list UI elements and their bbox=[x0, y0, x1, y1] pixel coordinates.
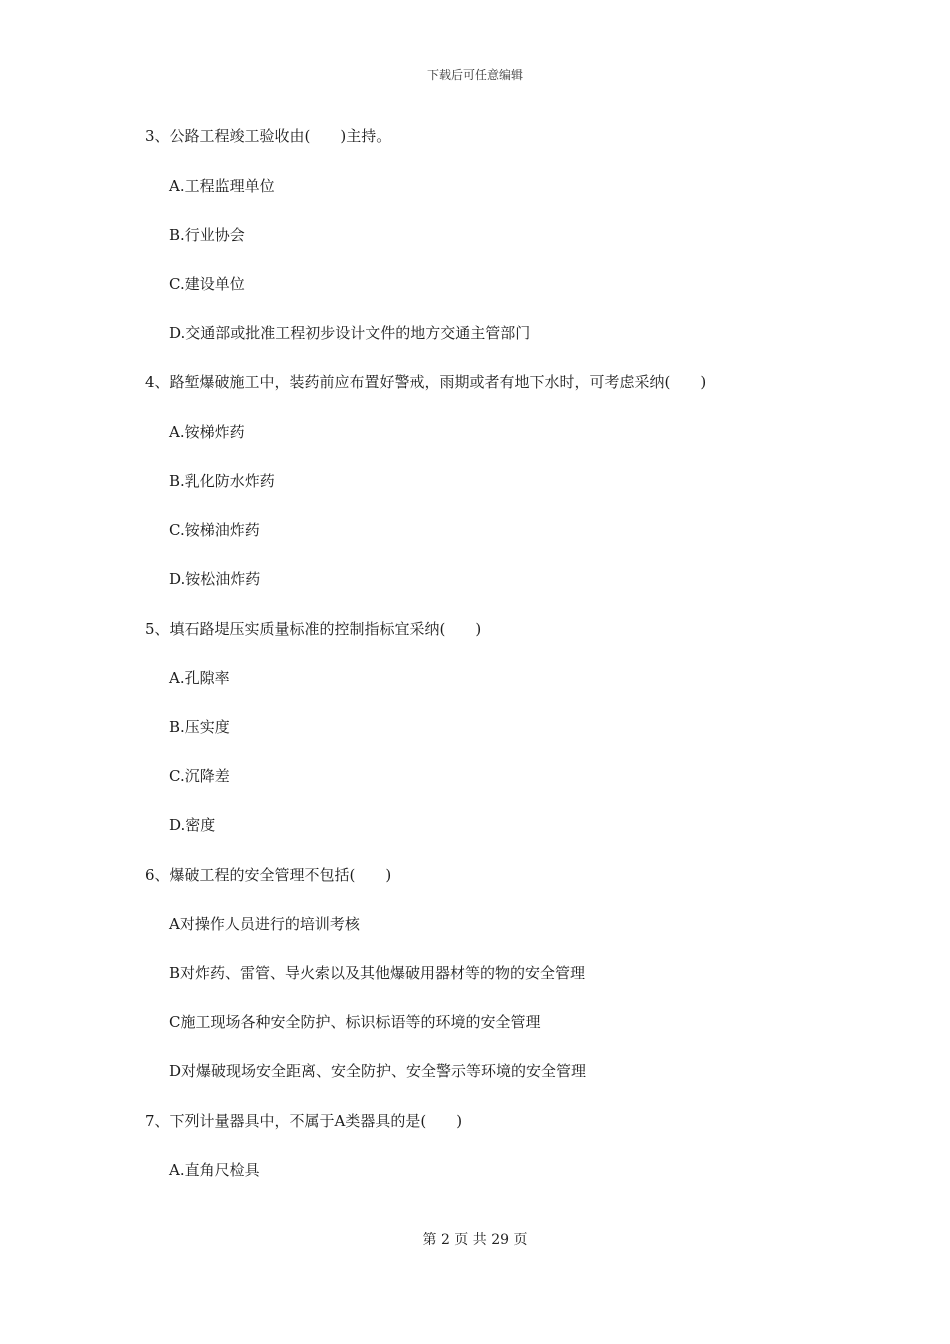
option-item: C.沉降差 bbox=[169, 767, 230, 785]
option-item: A.直角尺检具 bbox=[169, 1161, 260, 1179]
question-stem: 4、路堑爆破施工中，装药前应布置好警戒，雨期或者有地下水时，可考虑采纳( ) bbox=[145, 373, 707, 391]
option-item: C.建设单位 bbox=[169, 275, 245, 293]
option-item: A.铵梯炸药 bbox=[169, 423, 245, 441]
page-header: 下载后可任意编辑 bbox=[426, 68, 523, 82]
option-item: D.交通部或批准工程初步设计文件的地方交通主管部门 bbox=[169, 324, 531, 342]
option-item: B.行业协会 bbox=[169, 226, 245, 244]
option-item: A.工程监理单位 bbox=[169, 177, 275, 195]
page-footer: 第 2 页 共 29 页 bbox=[422, 1232, 528, 1248]
option-item: C施工现场各种安全防护、标识标语等的环境的安全管理 bbox=[169, 1013, 541, 1031]
option-item: B.压实度 bbox=[169, 718, 230, 736]
question-stem: 6、爆破工程的安全管理不包括( ) bbox=[145, 866, 392, 884]
option-item: D.密度 bbox=[169, 816, 216, 834]
question-stem: 3、公路工程竣工验收由( )主持。 bbox=[145, 127, 392, 145]
option-item: B.乳化防水炸药 bbox=[169, 472, 275, 490]
option-item: A.孔隙率 bbox=[169, 669, 230, 687]
option-item: A对操作人员进行的培训考核 bbox=[169, 915, 360, 933]
question-stem: 7、下列计量器具中，不属于A类器具的是( ) bbox=[145, 1112, 463, 1130]
option-item: B对炸药、雷管、导火索以及其他爆破用器材等的物的安全管理 bbox=[169, 964, 586, 982]
option-item: C.铵梯油炸药 bbox=[169, 521, 260, 539]
question-stem: 5、填石路堤压实质量标准的控制指标宜采纳( ) bbox=[145, 620, 482, 638]
option-item: D对爆破现场安全距离、安全防护、安全警示等环境的安全管理 bbox=[169, 1062, 587, 1080]
option-item: D.铵松油炸药 bbox=[169, 570, 261, 588]
